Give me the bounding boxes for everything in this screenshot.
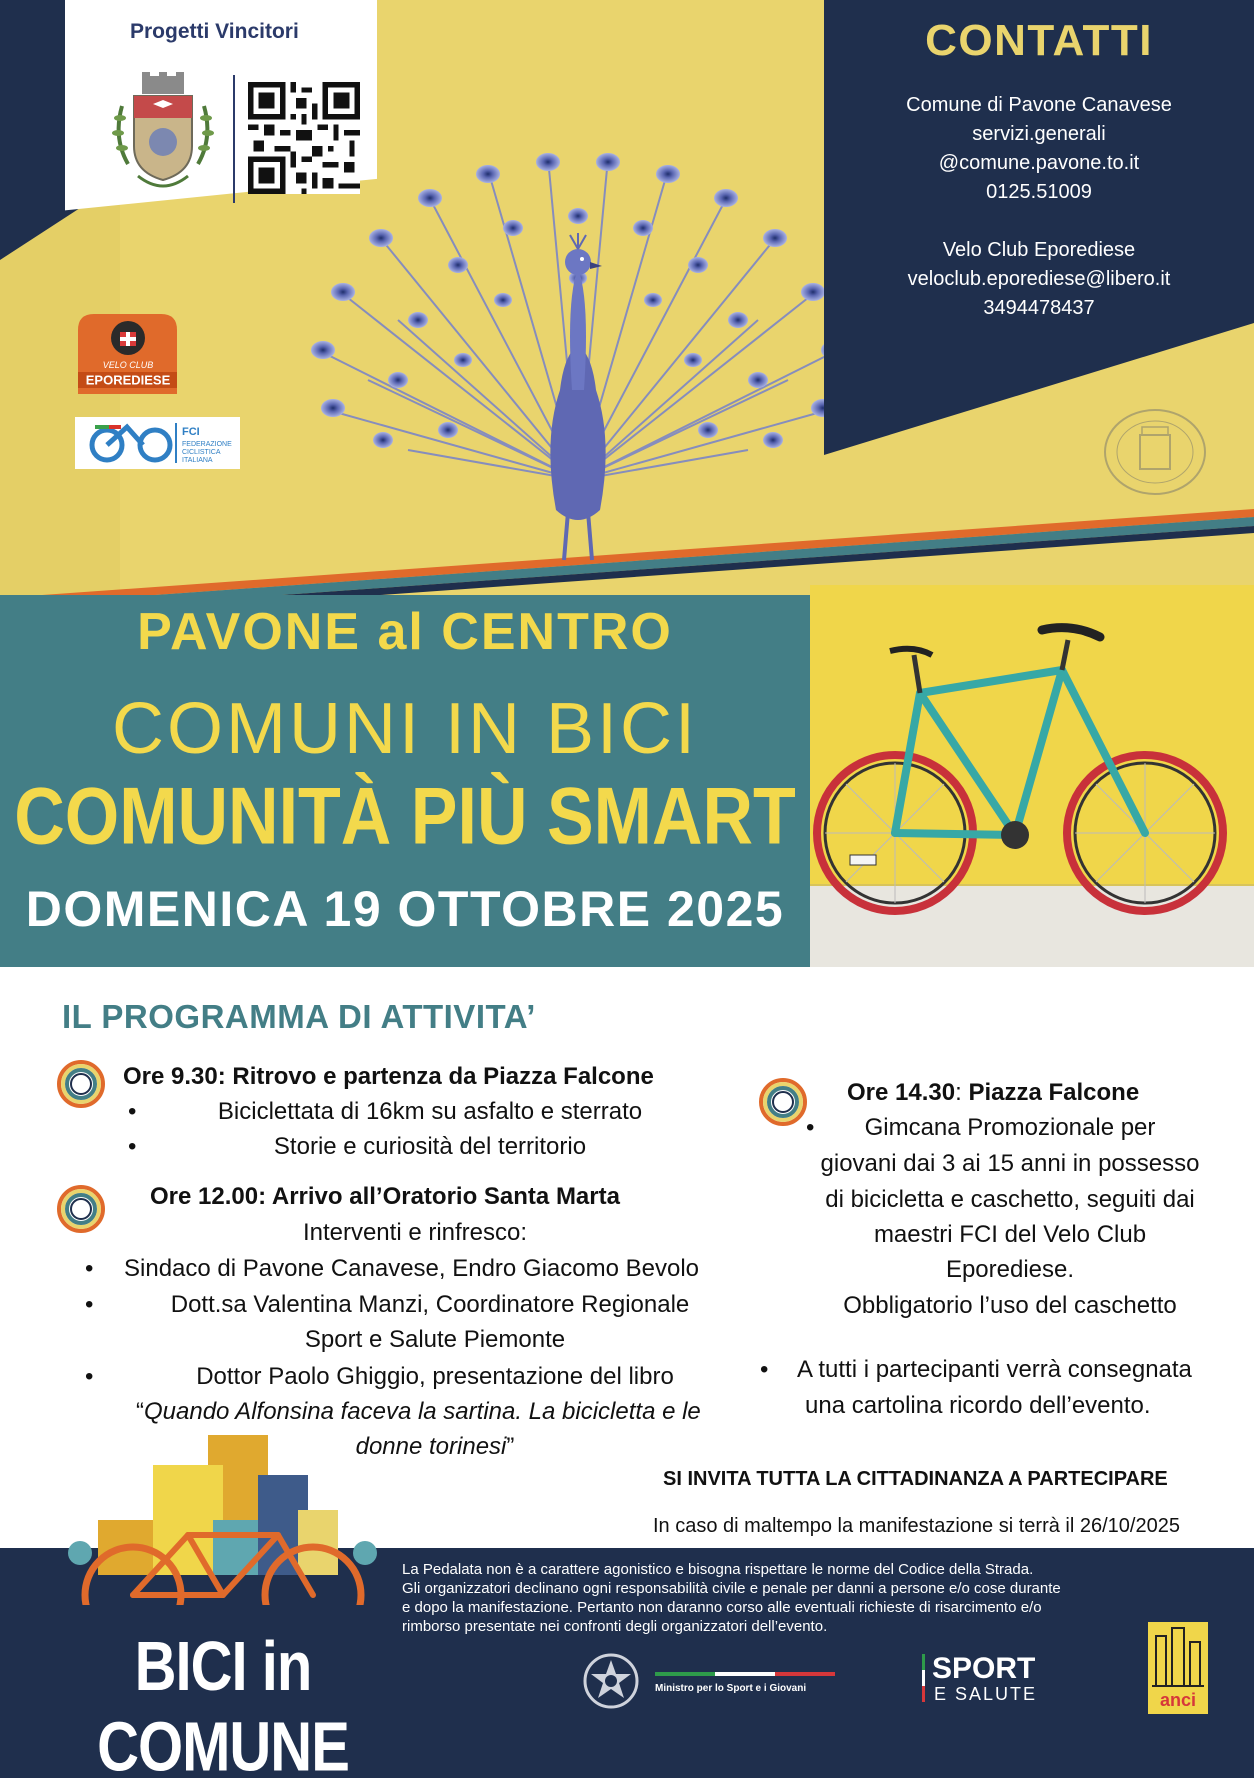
block3-line3: di bicicletta e caschetto, seguiti dai xyxy=(825,1186,1195,1213)
contact-velo-club: Velo Club Eporediese xyxy=(942,239,1136,261)
block3-line1: Gimcana Promozionale per xyxy=(864,1114,1156,1141)
rainbow-ring-icon xyxy=(55,1058,107,1110)
contact-municipality: Comune di Pavone Canavese xyxy=(906,94,1172,116)
ministry-flag-line xyxy=(655,1672,835,1676)
velo-club-logo-line1: VELO CLUB xyxy=(102,360,154,370)
italian-emblem-icon xyxy=(580,1650,642,1712)
sport-logo-line1: SPORT xyxy=(932,1652,1036,1685)
peacock-illustration xyxy=(288,150,868,570)
contact-email-user[interactable]: servizi.generali xyxy=(972,123,1106,145)
footer-brand: BICI in COMUNE xyxy=(97,1627,349,1778)
block3-time: Ore 14.30 xyxy=(847,1079,956,1106)
bicycle-photo xyxy=(810,585,1254,967)
block3-line5: Eporediese. xyxy=(945,1256,1075,1283)
sport-e-salute-logo xyxy=(922,1650,1062,1706)
fci-logo-line3: ITALIANA xyxy=(182,457,213,464)
weather-note: In caso di maltempo la manifestazione si terrà il 26/10/2025 xyxy=(653,1515,1180,1537)
event-date: DOMENICA 19 OTTOBRE 2025 xyxy=(25,881,785,937)
sport-logo-line2: E SALUTE xyxy=(934,1684,1038,1704)
anci-logo xyxy=(1148,1622,1208,1714)
block2-bullet1: Sindaco di Pavone Canavese, Endro Giacomo Bevolo xyxy=(124,1255,700,1282)
block3-final-line2: una cartolina ricordo dell’evento. xyxy=(805,1392,1151,1419)
block2-bullet2-line1: Dott.sa Valentina Manzi, Coordinatore Regionale xyxy=(170,1291,690,1318)
ministry-label: Ministro per lo Sport e i Giovani xyxy=(655,1683,807,1694)
block3-place: Piazza Falcone xyxy=(968,1079,1140,1106)
block2-place: : Arrivo all’Oratorio Santa Marta xyxy=(258,1183,620,1210)
invite-text: SI INVITA TUTTA LA CITTADINANZA A PARTECIPARE xyxy=(663,1468,1168,1490)
fci-logo-line1: FEDERAZIONE xyxy=(182,441,232,448)
fci-logo-abbreviation: FCI xyxy=(182,426,200,438)
fci-logo-line2: CICLISTICA xyxy=(182,449,221,456)
block2-intro: Interventi e rinfresco: xyxy=(302,1219,528,1246)
anci-logo-text: anci xyxy=(1159,1690,1197,1710)
block1-time: Ore 9.30: Ritrovo e partenza da Piazza Falcone xyxy=(123,1063,654,1090)
block3-line6: Obbligatorio l’uso del caschetto xyxy=(843,1292,1177,1319)
contact-velo-club-email[interactable]: veloclub.eporediese@libero.it xyxy=(907,268,1171,290)
block2-time: Ore 12.00 xyxy=(150,1183,259,1210)
contact-email-domain[interactable]: @comune.pavone.to.it xyxy=(938,152,1140,174)
contact-phone-municipality[interactable]: 0125.51009 xyxy=(986,181,1092,203)
velo-club-logo-line2: EPOREDIESE xyxy=(85,372,171,388)
block1-bullet1: Biciclettata di 16km su asfalto e sterrato xyxy=(217,1098,643,1125)
book-title-line2: donne torinesi xyxy=(355,1433,507,1460)
event-subtitle: COMUNI IN BICI xyxy=(111,689,698,769)
contact-velo-club-phone[interactable]: 3494478437 xyxy=(983,297,1095,319)
contacts-title: CONTATTI xyxy=(925,16,1153,65)
disclaimer: La Pedalata non è a carattere agonistico e bisogna rispettare le norme del Codice della Strada. Gli organizzatori declinano ogni responsabilità civile e penale per danni a persone e/o cose durante e dopo la manifestazione. Pertanto non daranno corso alle eventuali richieste di risarcimento e/o rimborso presentate nei confronti degli organizzatori dell’evento. xyxy=(402,1561,1061,1635)
municipal-stamp-icon xyxy=(1100,405,1210,500)
block2-bullet2-line2: Sport e Salute Piemonte xyxy=(304,1326,566,1353)
event-tagline: COMUNITÀ PIÙ SMART xyxy=(14,771,796,861)
rainbow-ring-icon xyxy=(55,1183,107,1235)
block3-final-line1: A tutti i partecipanti verrà consegnata xyxy=(797,1356,1192,1383)
block2-bullet3: Dottor Paolo Ghiggio, presentazione del libro xyxy=(196,1363,674,1390)
book-title-line1: Quando Alfonsina faceva la sartina. La bicicletta e le xyxy=(144,1398,701,1425)
winner-projects-title: Progetti Vincitori xyxy=(130,20,299,43)
block3-line4: maestri FCI del Velo Club xyxy=(873,1221,1147,1248)
block1-bullet2: Storie e curiosità del territorio xyxy=(273,1133,587,1160)
block3-line2: giovani dai 3 ai 15 anni in possesso xyxy=(820,1150,1200,1177)
event-poster: Progetti Vincitori VELO CLUB EPOREDIESE FCI FEDERAZIONE CICLISTICA ITALIANA CONTATTI Comune di Pavone Canavese servizi.generali @comune.pavone.to.it 0125.51009 Velo Club Eporediese veloclub.eporediese@libero.it 3494478437 PAVONE al CENTRO COMUNI IN BICI COMUNITÀ PIÙ SMART DOMENICA 19 OTTOBRE 2025 IL PROGRAMMA DI ATTIVITA’ Ore 9.30: Ritrovo e partenza da Piazza Falcone • Biciclettata di 16km su asfalto e sterrato • Storie e curiosità del territorio Ore 12.00: Arrivo all’Oratorio Santa Marta Interventi e rinfresco: • Sindaco di Pavone Canavese, Endro Giacomo Bevolo • Dott.sa Valentina Manzi, Coordinatore Regionale Sport e Salute Piemonte • Dottor Paolo Ghiggio, presentazione del libro “Quando Alfonsina faceva la sartina. La bicicletta e le donne torinesi” Ore 14.30: Piazza Falcone • Gimcana Promozionale per giovani dai 3 ai 15 anni in possesso di bicicletta e caschetto, seguiti dai maestri FCI del Velo Club Eporediese. Obbligatorio l’uso del caschetto • A tutti i partecipanti verrà consegnata una cartolina ricordo dell’evento. SI INVITA TUTTA LA CITTADINANZA A PARTECIPARE In caso di maltempo la manifestazione si terrà il 26/10/2025 BICI in COMUNE La Pedalata non è a carattere agonistico e bisogna rispettare le norme del Codice della Strada. Gli organizzatori declinano ogni responsabilità civile e penale per danni a persone e/o cose durante e dopo la manifestazione. Pertanto non daranno corso alle eventuali richieste di risarcimento e/o rimborso presentate nei confronti degli organizzatori dell’evento. Ministro per lo Sport e i Giovani SPORT E SALUTE anci xyxy=(0,0,1254,1778)
program-heading: IL PROGRAMMA DI ATTIVITA’ xyxy=(62,998,536,1035)
event-title: PAVONE al CENTRO xyxy=(137,603,673,661)
